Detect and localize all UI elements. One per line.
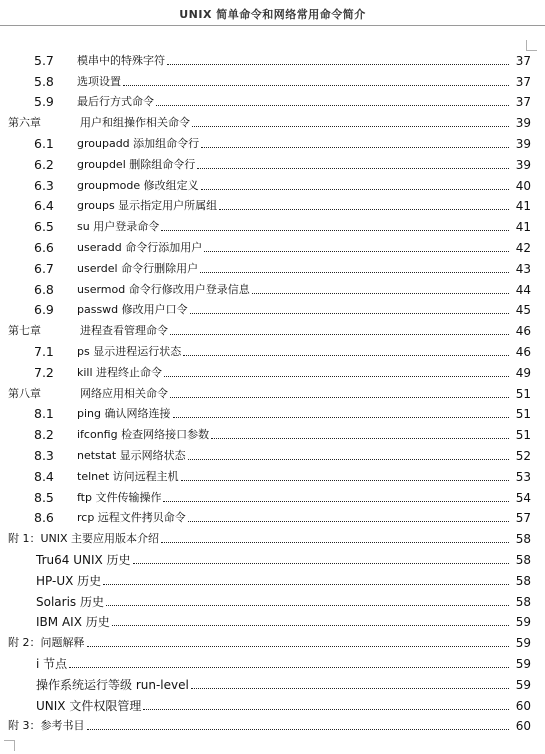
toc-entry-title: 模串中的特殊字符 [77,53,165,67]
toc-dot-leader [161,542,509,543]
toc-entry-number: 6.3 [34,177,54,193]
toc-entry-number: 6.5 [34,219,54,235]
toc-dot-leader [87,646,510,647]
toc-entry-number: 7.2 [34,364,54,380]
toc-entry-title: userdel 命令行删除用户 [77,261,199,275]
toc-entry-page: 60 [515,719,531,734]
toc-entry-title: groupadd 添加组命令行 [77,136,200,150]
toc-entry-page: 59 [515,636,531,651]
toc-entry-page: 59 [515,677,531,692]
toc-entry[interactable] [0,132,545,153]
toc-entry-page: 39 [515,136,531,151]
toc-entry-title: Solaris 历史 [36,594,104,609]
toc-dot-leader [167,64,509,65]
toc-entry-number: 6.9 [34,302,54,318]
toc-entry-title: 网络应用相关命令 [80,386,168,400]
toc-entry-title: usermod 命令行修改用户登录信息 [77,282,250,296]
toc-entry[interactable] [0,91,545,112]
toc-entry-title: IBM AIX 历史 [36,615,110,630]
toc-dot-leader [181,480,509,481]
toc-entry-number: 6.4 [34,198,54,214]
toc-dot-leader [103,584,509,585]
toc-entry-page: 59 [515,615,531,630]
toc-entry-page: 51 [515,386,531,401]
toc-entry-page: 51 [515,407,531,422]
toc-entry-number: 5.9 [34,94,54,110]
toc-dot-leader [170,397,509,398]
page-header [0,0,545,26]
toc-entry[interactable] [0,174,545,195]
toc-entry-page: 45 [515,303,531,318]
toc-entry-number: 6.7 [34,260,54,276]
toc-entry[interactable] [0,195,545,216]
toc-dot-leader [87,729,510,730]
toc-entry-number: 5.7 [34,52,54,68]
toc-entry-page: 59 [515,656,531,671]
toc-entry[interactable] [0,444,545,465]
toc-entry-title: 附 2：问题解释 [8,636,85,650]
toc-entry-title: rcp 远程文件拷贝命令 [77,511,186,525]
toc-dot-leader [201,189,509,190]
toc-entry-page: 46 [515,344,531,359]
toc-entry-title: netstat 显示网络状态 [77,448,186,462]
toc-entry-page: 53 [515,469,531,484]
toc-entry-number: 6.1 [34,135,54,151]
toc-entry[interactable] [0,278,545,299]
header-title: UNIX 简单命令和网络常用命令简介 [179,8,366,21]
toc-entry-title: groupmode 修改组定义 [77,178,199,192]
toc-dot-leader [200,272,509,273]
toc-entry-title: groupdel 删除组命令行 [77,157,196,171]
toc-dot-leader [123,85,509,86]
toc-entry[interactable] [0,299,545,320]
toc-entry-page: 44 [515,282,531,297]
toc-entry-number: 8.2 [34,427,54,443]
toc-entry-title: UNIX 文件权限管理 [36,698,142,713]
toc-entry[interactable] [0,382,545,403]
toc-entry-page: 37 [515,95,531,110]
toc-entry-page: 39 [515,157,531,172]
toc-dot-leader [201,147,509,148]
toc-entry-page: 57 [515,511,531,526]
toc-dot-leader [192,126,509,127]
toc-entry[interactable] [0,70,545,91]
toc-entry-number: 第七章 [8,324,41,338]
toc-dot-leader [164,376,509,377]
toc-entry-number: 6.8 [34,281,54,297]
toc-entry-number: 6.2 [34,156,54,172]
toc-entry-title: 进程查看管理命令 [80,324,168,338]
toc-entry-page: 52 [515,448,531,463]
toc-entry-title: 选项设置 [77,74,121,88]
toc-entry-number: 7.1 [34,343,54,359]
toc-entry-title: ftp 文件传输操作 [77,490,162,504]
toc-entry-title: i 节点 [36,656,68,671]
toc-entry-title: useradd 命令行添加用户 [77,240,203,254]
toc-entry-page: 51 [515,428,531,443]
toc-dot-leader [190,313,509,314]
toc-entry[interactable] [0,49,545,70]
toc-entry-title: groups 显示指定用户所属组 [77,199,218,213]
toc-entry[interactable] [0,361,545,382]
toc-entry-page: 58 [515,594,531,609]
toc-entry-title: su 用户登录命令 [77,220,160,234]
toc-entry-page: 43 [515,261,531,276]
toc-dot-leader [211,438,509,439]
toc-entry-page: 49 [515,365,531,380]
toc-dot-leader [173,417,510,418]
toc-entry-number: 8.6 [34,510,54,526]
toc-dot-leader [143,709,509,710]
toc-dot-leader [197,168,509,169]
toc-dot-leader [69,667,509,668]
toc-entry-title: kill 进程终止命令 [77,365,163,379]
toc-entry-page: 41 [515,220,531,235]
toc-dot-leader [183,355,509,356]
toc-entry[interactable] [0,715,545,736]
toc-entry[interactable] [0,111,545,132]
toc-entry[interactable] [0,611,545,632]
toc-entry-title: 用户和组操作相关命令 [80,116,190,130]
toc-entry-page: 58 [515,532,531,547]
toc-entry[interactable] [0,548,545,569]
toc-entry[interactable] [0,694,545,715]
toc-entry-title: HP-UX 历史 [36,573,102,588]
toc-entry[interactable] [0,590,545,611]
toc-entry-number: 8.4 [34,468,54,484]
toc-entry[interactable] [0,673,545,694]
toc-entry-title: Tru64 UNIX 历史 [36,552,131,567]
toc-entry[interactable] [0,486,545,507]
toc-entry-number: 8.1 [34,406,54,422]
toc-entry-page: 40 [515,178,531,193]
toc-entry-page: 42 [515,240,531,255]
toc-entry-title: 附 1：UNIX 主要应用版本介绍 [8,532,160,546]
toc-dot-leader [163,501,509,502]
toc-dot-leader [133,563,509,564]
toc-entry-page: 46 [515,324,531,339]
toc-dot-leader [188,459,509,460]
toc-entry[interactable] [0,631,545,652]
toc-dot-leader [112,625,509,626]
toc-entry[interactable] [0,340,545,361]
toc-entry-number: 6.6 [34,239,54,255]
toc-entry[interactable] [0,403,545,424]
toc-entry-page: 37 [515,74,531,89]
toc-dot-leader [156,105,509,106]
toc-entry[interactable] [0,319,545,340]
toc-dot-leader [252,293,509,294]
toc-entry[interactable] [0,527,545,548]
toc-entry-title: 最后行方式命令 [77,95,154,109]
toc-entry-page: 39 [515,116,531,131]
crop-mark-bottom-left [4,740,15,751]
toc-entry[interactable] [0,153,545,174]
toc-entry-title: telnet 访问远程主机 [77,469,179,483]
toc-entry[interactable] [0,257,545,278]
toc-entry[interactable] [0,507,545,528]
toc-dot-leader [219,209,509,210]
toc-entry[interactable] [0,215,545,236]
toc-entry-page: 54 [515,490,531,505]
toc-entry[interactable] [0,652,545,673]
toc-entry-page: 37 [515,53,531,68]
toc-entry[interactable] [0,236,545,257]
toc-entry-title: ps 显示进程运行状态 [77,344,182,358]
toc-entry-title: ping 确认网络连接 [77,407,171,421]
toc-entry-page: 41 [515,199,531,214]
toc-entry-title: ifconfig 检查网络接口参数 [77,428,210,442]
toc-dot-leader [204,251,509,252]
toc-entry-number: 8.5 [34,489,54,505]
toc-dot-leader [191,688,509,689]
toc-entry[interactable] [0,465,545,486]
toc-entry-number: 第八章 [8,386,41,400]
toc-entry[interactable] [0,569,545,590]
toc-entry-title: 附 3：参考书目 [8,719,85,733]
toc-dot-leader [188,521,509,522]
toc-entry-page: 60 [515,698,531,713]
toc-dot-leader [170,334,509,335]
toc-entry-page: 58 [515,573,531,588]
toc-dot-leader [106,605,509,606]
toc-entry-title: 操作系统运行等级 run-level [36,677,189,692]
toc-entry-number: 8.3 [34,447,54,463]
table-of-contents [0,49,545,735]
toc-entry-title: passwd 修改用户口令 [77,303,188,317]
toc-entry-number: 第六章 [8,116,41,130]
toc-entry-number: 5.8 [34,73,54,89]
toc-entry[interactable] [0,423,545,444]
toc-entry-page: 58 [515,552,531,567]
toc-dot-leader [161,230,509,231]
